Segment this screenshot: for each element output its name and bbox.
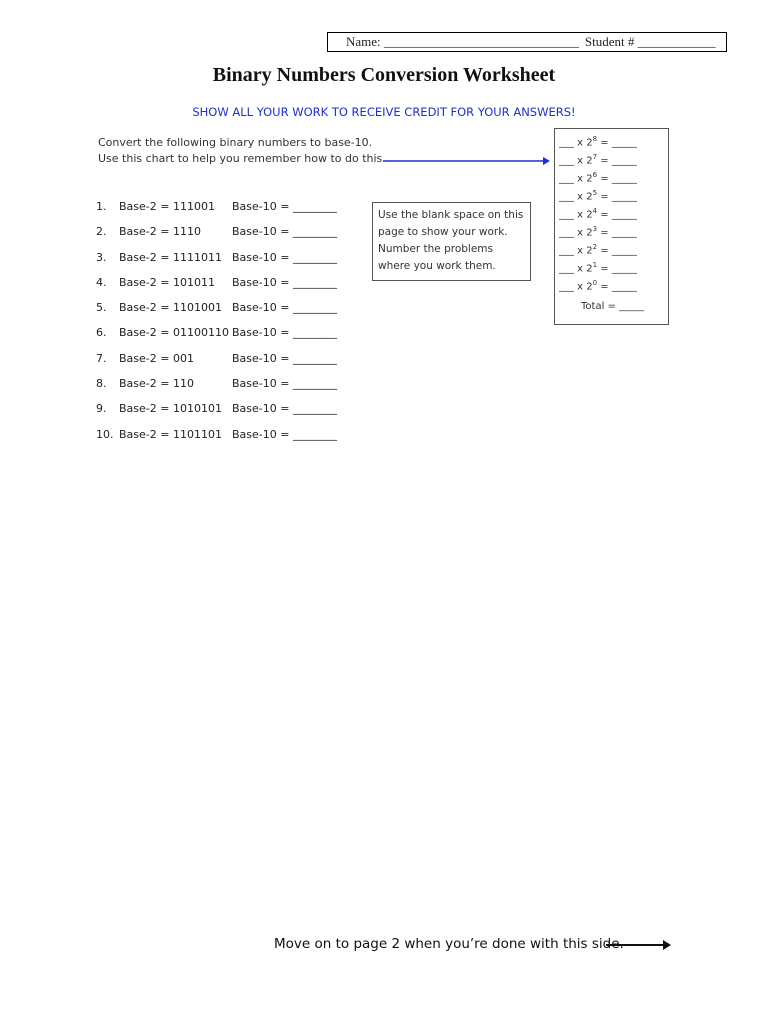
chart-row [559,207,637,220]
base2-value: Base-2 = 1111011 [119,250,222,264]
base10-answer-blank[interactable]: Base-10 = ________ [232,225,337,239]
problem-list [96,200,356,453]
base10-answer-blank[interactable]: Base-10 = ________ [232,301,337,315]
chart-row [559,153,637,166]
problem-number: 6. [96,326,107,340]
chart-row-tail: = _____ [597,281,637,293]
chart-row-lead: ___ x 2 [559,263,593,275]
problem-number: 10. [96,427,114,441]
list-item [96,402,356,427]
chart-row-exponent: 3 [592,225,598,233]
problem-number: 4. [96,275,107,289]
chart-row-lead: ___ x 2 [559,227,593,239]
chart-row-exponent: 0 [592,279,598,287]
chart-row [559,261,637,274]
arrow-right-icon [383,155,551,167]
name-field-label: Name: ______________________________ [346,34,579,49]
problem-number: 7. [96,351,107,365]
name-student-field[interactable] [327,32,727,52]
list-item [96,352,356,377]
student-number-field-label: Student # ____________ [584,34,716,49]
chart-row-exponent: 8 [592,135,598,143]
problem-number: 1. [96,200,107,213]
chart-row [559,135,637,148]
base2-value: Base-2 = 1010101 [119,402,222,416]
problem-number: 5. [96,301,107,315]
work-instruction-banner: SHOW ALL YOUR WORK TO RECEIVE CREDIT FOR YOUR ANSWERS! [192,105,576,119]
powers-of-two-chart [554,128,669,325]
base2-value: Base-2 = 110 [119,377,194,391]
base10-answer-blank[interactable]: Base-10 = ________ [232,250,337,264]
chart-row [559,225,637,238]
base10-answer-blank[interactable]: Base-10 = ________ [232,377,337,391]
chart-row-tail: = _____ [597,191,637,203]
list-item [96,200,356,225]
base10-answer-blank[interactable]: Base-10 = ________ [232,351,337,365]
chart-row-lead: ___ x 2 [559,137,593,149]
base2-value: Base-2 = 1101001 [119,301,222,315]
base2-value: Base-2 = 001 [119,351,194,365]
chart-total: Total = _____ [581,301,645,312]
problem-number: 9. [96,402,107,416]
list-item [96,225,356,250]
chart-row-tail: = _____ [597,209,637,221]
base2-value: Base-2 = 01100110 [119,326,229,340]
base10-answer-blank[interactable]: Base-10 = ________ [232,200,337,213]
chart-row-lead: ___ x 2 [559,173,593,185]
list-item [96,377,356,402]
list-item [96,326,356,351]
base2-value: Base-2 = 101011 [119,275,215,289]
problem-number: 3. [96,250,107,264]
page-title: Binary Numbers Conversion Worksheet [212,64,556,86]
chart-row-tail: = _____ [597,245,637,257]
chart-row-exponent: 1 [592,261,598,269]
problem-number: 2. [96,225,107,239]
list-item [96,251,356,276]
instruction-line-2: Use this chart to help you remember how to do this. [98,152,386,165]
chart-row [559,189,637,202]
chart-row-tail: = _____ [597,263,637,275]
base10-answer-blank[interactable]: Base-10 = ________ [232,427,337,441]
base10-answer-blank[interactable]: Base-10 = ________ [232,402,337,416]
list-item [96,428,356,453]
chart-row-tail: = _____ [597,137,637,149]
chart-row-exponent: 2 [592,243,598,251]
instruction-line-1: Convert the following binary numbers to base-10. [98,136,373,149]
base10-answer-blank[interactable]: Base-10 = ________ [232,326,337,340]
list-item [96,301,356,326]
chart-row-lead: ___ x 2 [559,245,593,257]
chart-row-exponent: 6 [592,171,598,179]
chart-row [559,171,637,184]
list-item [96,276,356,301]
chart-row-lead: ___ x 2 [559,191,593,203]
arrow-right-icon [606,938,672,952]
chart-row-exponent: 7 [592,153,598,161]
problem-number: 8. [96,377,107,391]
chart-row [559,243,637,256]
chart-row-tail: = _____ [597,173,637,185]
chart-row-lead: ___ x 2 [559,155,593,167]
base2-value: Base-2 = 1101101 [119,427,222,441]
next-page-instruction: Move on to page 2 when you’re done with this side. [274,936,624,952]
chart-row-tail: = _____ [597,155,637,167]
chart-row-lead: ___ x 2 [559,209,593,221]
chart-row-exponent: 5 [592,189,598,197]
chart-row-lead: ___ x 2 [559,281,593,293]
work-space-note: Use the blank space on this page to show your work. Number the problems where you work them. [372,202,531,281]
chart-row-exponent: 4 [592,207,598,215]
base2-value: Base-2 = 111001 [119,200,215,213]
chart-row-tail: = _____ [597,227,637,239]
chart-row [559,279,637,292]
base2-value: Base-2 = 1110 [119,225,201,239]
base10-answer-blank[interactable]: Base-10 = ________ [232,275,337,289]
